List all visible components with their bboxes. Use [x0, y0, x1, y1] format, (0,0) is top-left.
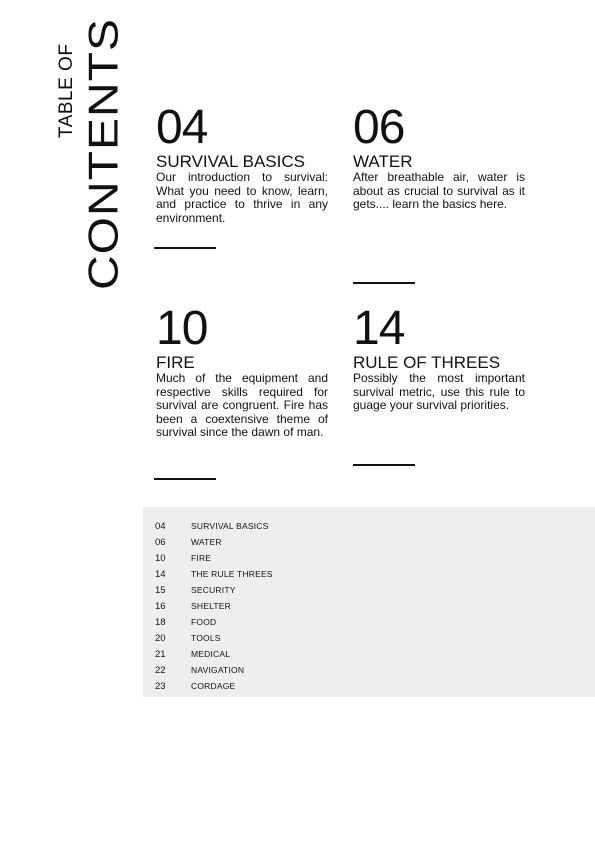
toc-page-number: 22	[155, 664, 166, 676]
section-description: Much of the equipment and respective skills required for survival are congruent. Fire has been a coextensive theme of survival since the dawn of man.	[156, 371, 328, 439]
section-number: 14	[353, 302, 405, 355]
toc-entry-label: SHELTER	[191, 601, 231, 611]
toc-entry-label: FOOD	[191, 617, 217, 627]
toc-entry-label: TOOLS	[191, 633, 221, 643]
section-number: 04	[156, 101, 208, 154]
toc-entry[interactable]	[155, 566, 273, 582]
toc-page-number: 14	[155, 568, 166, 580]
section-title: FIRE	[156, 353, 195, 372]
toc-entry[interactable]	[155, 534, 273, 550]
section-survival-basics[interactable]	[156, 101, 328, 225]
toc-entry[interactable]	[155, 598, 273, 614]
toc-entry-label: FIRE	[191, 553, 212, 563]
section-divider	[353, 464, 415, 466]
section-title: RULE OF THREES	[353, 353, 501, 372]
section-description: Our introduction to survival: What you need to know, learn, and practice to thrive in any environment.	[156, 170, 328, 225]
toc-index-panel	[143, 507, 595, 697]
section-title: WATER	[353, 152, 413, 171]
toc-entry[interactable]	[155, 662, 273, 678]
toc-page-number: 23	[155, 680, 166, 692]
section-number: 06	[353, 101, 405, 154]
section-divider	[353, 282, 415, 284]
section-description: After breathable air, water is about as crucial to survival as it gets.... learn the basics here.	[353, 170, 525, 211]
toc-page-number: 18	[155, 616, 166, 628]
toc-entry-label: SECURITY	[191, 585, 236, 595]
toc-page-number: 20	[155, 632, 166, 644]
section-divider	[154, 247, 216, 249]
toc-list	[155, 518, 273, 694]
toc-page-number: 06	[155, 536, 166, 548]
toc-entry[interactable]	[155, 614, 273, 630]
toc-entry[interactable]	[155, 518, 273, 534]
section-title: SURVIVAL BASICS	[156, 152, 305, 171]
section-description: Possibly the most important survival metric, use this rule to guage your survival priorities.	[353, 371, 525, 412]
toc-entry-label: THE RULE THREES	[191, 569, 273, 579]
toc-entry[interactable]	[155, 646, 273, 662]
toc-entry[interactable]	[155, 630, 273, 646]
toc-entry-label: SURVIVAL BASICS	[191, 521, 269, 531]
toc-entry-label: NAVIGATION	[191, 665, 245, 675]
toc-page-number: 10	[155, 552, 166, 564]
section-number: 10	[156, 302, 208, 355]
toc-entry[interactable]	[155, 582, 273, 598]
toc-entry-label: MEDICAL	[191, 649, 231, 659]
section-rule-of-threes[interactable]	[353, 302, 525, 413]
toc-entry[interactable]	[155, 550, 273, 566]
toc-page-number: 16	[155, 600, 166, 612]
toc-entry-label: WATER	[191, 537, 222, 547]
section-fire[interactable]	[156, 302, 328, 440]
section-divider	[154, 478, 216, 480]
contents-label: CONTENTS	[81, 18, 127, 290]
toc-entry[interactable]	[155, 678, 273, 694]
toc-page-number: 15	[155, 584, 166, 596]
table-of-label: TABLE OF	[56, 43, 77, 138]
toc-page-number: 04	[155, 520, 166, 532]
toc-entry-label: CORDAGE	[191, 681, 236, 691]
toc-page-number: 21	[155, 648, 166, 660]
section-water[interactable]	[353, 101, 525, 212]
